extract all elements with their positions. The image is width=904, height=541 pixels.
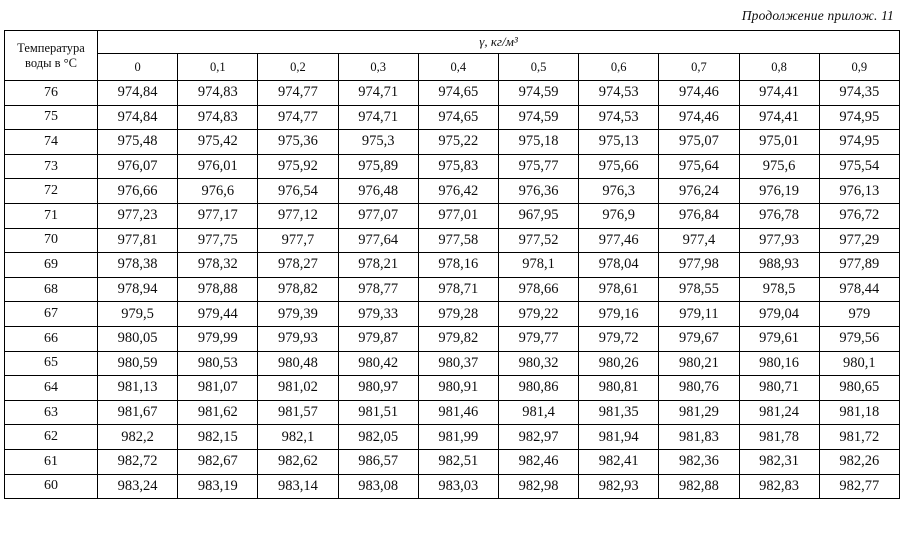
cell-value: 974,46 xyxy=(659,81,739,106)
row-temperature: 72 xyxy=(5,179,98,204)
cell-value: 978,16 xyxy=(418,253,498,278)
cell-value: 980,21 xyxy=(659,351,739,376)
table-head xyxy=(5,31,900,81)
cell-value: 977,98 xyxy=(659,253,739,278)
table-row xyxy=(5,130,900,155)
table-row xyxy=(5,376,900,401)
cell-value: 975,77 xyxy=(498,154,578,179)
cell-value: 974,46 xyxy=(659,105,739,130)
cell-value: 976,24 xyxy=(659,179,739,204)
density-table xyxy=(4,30,900,499)
row-temperature: 61 xyxy=(5,449,98,474)
cell-value: 974,53 xyxy=(579,81,659,106)
cell-value: 982,46 xyxy=(498,449,578,474)
column-header-9: 0,9 xyxy=(819,54,899,81)
cell-value: 974,53 xyxy=(579,105,659,130)
row-temperature: 75 xyxy=(5,105,98,130)
cell-value: 978,71 xyxy=(418,277,498,302)
cell-value: 982,36 xyxy=(659,449,739,474)
cell-value: 974,83 xyxy=(178,81,258,106)
column-header-1: 0,1 xyxy=(178,54,258,81)
cell-value: 975,01 xyxy=(739,130,819,155)
table-body xyxy=(5,81,900,499)
cell-value: 974,77 xyxy=(258,81,338,106)
cell-value: 975,6 xyxy=(739,154,819,179)
cell-value: 979,87 xyxy=(338,326,418,351)
cell-value: 967,95 xyxy=(498,203,578,228)
cell-value: 976,42 xyxy=(418,179,498,204)
row-temperature: 70 xyxy=(5,228,98,253)
cell-value: 975,48 xyxy=(98,130,178,155)
cell-value: 980,97 xyxy=(338,376,418,401)
cell-value: 981,94 xyxy=(579,425,659,450)
cell-value: 981,99 xyxy=(418,425,498,450)
cell-value: 980,37 xyxy=(418,351,498,376)
cell-value: 983,24 xyxy=(98,474,178,499)
cell-value: 974,41 xyxy=(739,81,819,106)
cell-value: 980,71 xyxy=(739,376,819,401)
cell-value: 974,83 xyxy=(178,105,258,130)
cell-value: 974,71 xyxy=(338,81,418,106)
cell-value: 982,72 xyxy=(98,449,178,474)
cell-value: 982,1 xyxy=(258,425,338,450)
cell-value: 976,48 xyxy=(338,179,418,204)
row-temperature: 74 xyxy=(5,130,98,155)
cell-value: 979,56 xyxy=(819,326,899,351)
cell-value: 978,44 xyxy=(819,277,899,302)
cell-value: 981,51 xyxy=(338,400,418,425)
cell-value: 982,2 xyxy=(98,425,178,450)
row-temperature: 68 xyxy=(5,277,98,302)
cell-value: 978,61 xyxy=(579,277,659,302)
table-row xyxy=(5,154,900,179)
cell-value: 980,91 xyxy=(418,376,498,401)
cell-value: 981,24 xyxy=(739,400,819,425)
cell-value: 986,57 xyxy=(338,449,418,474)
cell-value: 980,42 xyxy=(338,351,418,376)
cell-value: 977,93 xyxy=(739,228,819,253)
table-row xyxy=(5,351,900,376)
column-header-3: 0,3 xyxy=(338,54,418,81)
cell-value: 976,84 xyxy=(659,203,739,228)
cell-value: 977,01 xyxy=(418,203,498,228)
cell-value: 977,23 xyxy=(98,203,178,228)
cell-value: 981,72 xyxy=(819,425,899,450)
cell-value: 974,59 xyxy=(498,105,578,130)
cell-value: 981,67 xyxy=(98,400,178,425)
cell-value: 975,18 xyxy=(498,130,578,155)
table-row xyxy=(5,425,900,450)
cell-value: 980,05 xyxy=(98,326,178,351)
cell-value: 977,07 xyxy=(338,203,418,228)
row-temperature: 71 xyxy=(5,203,98,228)
cell-value: 981,35 xyxy=(579,400,659,425)
cell-value: 979,04 xyxy=(739,302,819,327)
cell-value: 979,93 xyxy=(258,326,338,351)
cell-value: 979,16 xyxy=(579,302,659,327)
table-row xyxy=(5,326,900,351)
cell-value: 979,82 xyxy=(418,326,498,351)
row-temperature: 60 xyxy=(5,474,98,499)
cell-value: 979,61 xyxy=(739,326,819,351)
continuation-note: Продолжение прилож. 11 xyxy=(741,8,894,23)
cell-value: 981,18 xyxy=(819,400,899,425)
cell-value: 977,46 xyxy=(579,228,659,253)
cell-value: 974,65 xyxy=(418,105,498,130)
cell-value: 975,36 xyxy=(258,130,338,155)
cell-value: 978,82 xyxy=(258,277,338,302)
cell-value: 979,11 xyxy=(659,302,739,327)
cell-value: 977,29 xyxy=(819,228,899,253)
cell-value: 976,19 xyxy=(739,179,819,204)
cell-value: 981,29 xyxy=(659,400,739,425)
cell-value: 981,46 xyxy=(418,400,498,425)
cell-value: 980,48 xyxy=(258,351,338,376)
cell-value: 976,36 xyxy=(498,179,578,204)
cell-value: 979,72 xyxy=(579,326,659,351)
column-header-6: 0,6 xyxy=(579,54,659,81)
cell-value: 982,31 xyxy=(739,449,819,474)
cell-value: 983,19 xyxy=(178,474,258,499)
cell-value: 974,95 xyxy=(819,130,899,155)
cell-value: 982,67 xyxy=(178,449,258,474)
cell-value: 983,08 xyxy=(338,474,418,499)
cell-value: 977,75 xyxy=(178,228,258,253)
table-row xyxy=(5,400,900,425)
cell-value: 980,59 xyxy=(98,351,178,376)
cell-value: 979,39 xyxy=(258,302,338,327)
cell-value: 976,66 xyxy=(98,179,178,204)
cell-value: 975,13 xyxy=(579,130,659,155)
cell-value: 976,3 xyxy=(579,179,659,204)
cell-value: 982,88 xyxy=(659,474,739,499)
cell-value: 974,65 xyxy=(418,81,498,106)
cell-value: 980,81 xyxy=(579,376,659,401)
table-row xyxy=(5,277,900,302)
cell-value: 982,77 xyxy=(819,474,899,499)
cell-value: 974,84 xyxy=(98,105,178,130)
cell-value: 974,77 xyxy=(258,105,338,130)
row-temperature: 67 xyxy=(5,302,98,327)
table-row xyxy=(5,228,900,253)
cell-value: 982,93 xyxy=(579,474,659,499)
table-row xyxy=(5,449,900,474)
cell-value: 979,28 xyxy=(418,302,498,327)
cell-value: 975,42 xyxy=(178,130,258,155)
cell-value: 980,65 xyxy=(819,376,899,401)
cell-value: 980,1 xyxy=(819,351,899,376)
cell-value: 978,04 xyxy=(579,253,659,278)
cell-value: 982,51 xyxy=(418,449,498,474)
cell-value: 978,27 xyxy=(258,253,338,278)
cell-value: 975,66 xyxy=(579,154,659,179)
row-temperature: 64 xyxy=(5,376,98,401)
row-temperature: 62 xyxy=(5,425,98,450)
cell-value: 977,89 xyxy=(819,253,899,278)
cell-value: 981,57 xyxy=(258,400,338,425)
table-row xyxy=(5,179,900,204)
row-temperature: 73 xyxy=(5,154,98,179)
cell-value: 975,07 xyxy=(659,130,739,155)
table-row xyxy=(5,81,900,106)
cell-value: 978,55 xyxy=(659,277,739,302)
table-head-row-span xyxy=(5,31,900,54)
table-row xyxy=(5,253,900,278)
cell-value: 977,7 xyxy=(258,228,338,253)
cell-value: 981,02 xyxy=(258,376,338,401)
cell-value: 976,13 xyxy=(819,179,899,204)
cell-value: 974,84 xyxy=(98,81,178,106)
column-header-4: 0,4 xyxy=(418,54,498,81)
cell-value: 980,86 xyxy=(498,376,578,401)
corner-header-temperature: Температура воды в °C xyxy=(5,31,98,81)
cell-value: 978,21 xyxy=(338,253,418,278)
cell-value: 981,83 xyxy=(659,425,739,450)
cell-value: 982,41 xyxy=(579,449,659,474)
cell-value: 980,76 xyxy=(659,376,739,401)
cell-value: 980,16 xyxy=(739,351,819,376)
cell-value: 978,94 xyxy=(98,277,178,302)
cell-value: 974,41 xyxy=(739,105,819,130)
cell-value: 982,62 xyxy=(258,449,338,474)
cell-value: 975,54 xyxy=(819,154,899,179)
cell-value: 982,83 xyxy=(739,474,819,499)
cell-value: 977,4 xyxy=(659,228,739,253)
row-temperature: 69 xyxy=(5,253,98,278)
cell-value: 982,15 xyxy=(178,425,258,450)
cell-value: 982,26 xyxy=(819,449,899,474)
cell-value: 979,5 xyxy=(98,302,178,327)
cell-value: 979,33 xyxy=(338,302,418,327)
cell-value: 977,64 xyxy=(338,228,418,253)
cell-value: 978,1 xyxy=(498,253,578,278)
cell-value: 979,99 xyxy=(178,326,258,351)
cell-value: 976,07 xyxy=(98,154,178,179)
cell-value: 975,83 xyxy=(418,154,498,179)
cell-value: 982,05 xyxy=(338,425,418,450)
row-temperature: 66 xyxy=(5,326,98,351)
cell-value: 979,77 xyxy=(498,326,578,351)
table-row xyxy=(5,302,900,327)
cell-value: 976,9 xyxy=(579,203,659,228)
table-head-row-columns xyxy=(5,54,900,81)
cell-value: 978,88 xyxy=(178,277,258,302)
column-header-5: 0,5 xyxy=(498,54,578,81)
cell-value: 978,66 xyxy=(498,277,578,302)
cell-value: 976,72 xyxy=(819,203,899,228)
table-row xyxy=(5,474,900,499)
cell-value: 979,67 xyxy=(659,326,739,351)
cell-value: 975,3 xyxy=(338,130,418,155)
cell-value: 978,77 xyxy=(338,277,418,302)
cell-value: 975,22 xyxy=(418,130,498,155)
cell-value: 981,78 xyxy=(739,425,819,450)
cell-value: 974,95 xyxy=(819,105,899,130)
column-header-0: 0 xyxy=(98,54,178,81)
cell-value: 979 xyxy=(819,302,899,327)
cell-value: 974,71 xyxy=(338,105,418,130)
cell-value: 979,22 xyxy=(498,302,578,327)
span-header-gamma: γ, кг/м³ xyxy=(98,31,900,54)
table-row xyxy=(5,203,900,228)
cell-value: 977,81 xyxy=(98,228,178,253)
row-temperature: 63 xyxy=(5,400,98,425)
cell-value: 980,53 xyxy=(178,351,258,376)
row-temperature: 76 xyxy=(5,81,98,106)
cell-value: 976,78 xyxy=(739,203,819,228)
cell-value: 983,03 xyxy=(418,474,498,499)
column-header-2: 0,2 xyxy=(258,54,338,81)
cell-value: 981,07 xyxy=(178,376,258,401)
cell-value: 982,97 xyxy=(498,425,578,450)
cell-value: 981,13 xyxy=(98,376,178,401)
cell-value: 982,98 xyxy=(498,474,578,499)
cell-value: 977,52 xyxy=(498,228,578,253)
cell-value: 977,12 xyxy=(258,203,338,228)
cell-value: 981,62 xyxy=(178,400,258,425)
column-header-8: 0,8 xyxy=(739,54,819,81)
column-header-7: 0,7 xyxy=(659,54,739,81)
cell-value: 976,6 xyxy=(178,179,258,204)
cell-value: 978,38 xyxy=(98,253,178,278)
cell-value: 979,44 xyxy=(178,302,258,327)
cell-value: 980,26 xyxy=(579,351,659,376)
cell-value: 978,32 xyxy=(178,253,258,278)
cell-value: 974,35 xyxy=(819,81,899,106)
row-temperature: 65 xyxy=(5,351,98,376)
cell-value: 976,54 xyxy=(258,179,338,204)
cell-value: 980,32 xyxy=(498,351,578,376)
cell-value: 978,5 xyxy=(739,277,819,302)
cell-value: 975,89 xyxy=(338,154,418,179)
cell-value: 976,01 xyxy=(178,154,258,179)
cell-value: 977,58 xyxy=(418,228,498,253)
cell-value: 974,59 xyxy=(498,81,578,106)
cell-value: 975,64 xyxy=(659,154,739,179)
table-row xyxy=(5,105,900,130)
cell-value: 977,17 xyxy=(178,203,258,228)
cell-value: 983,14 xyxy=(258,474,338,499)
cell-value: 981,4 xyxy=(498,400,578,425)
cell-value: 975,92 xyxy=(258,154,338,179)
cell-value: 988,93 xyxy=(739,253,819,278)
